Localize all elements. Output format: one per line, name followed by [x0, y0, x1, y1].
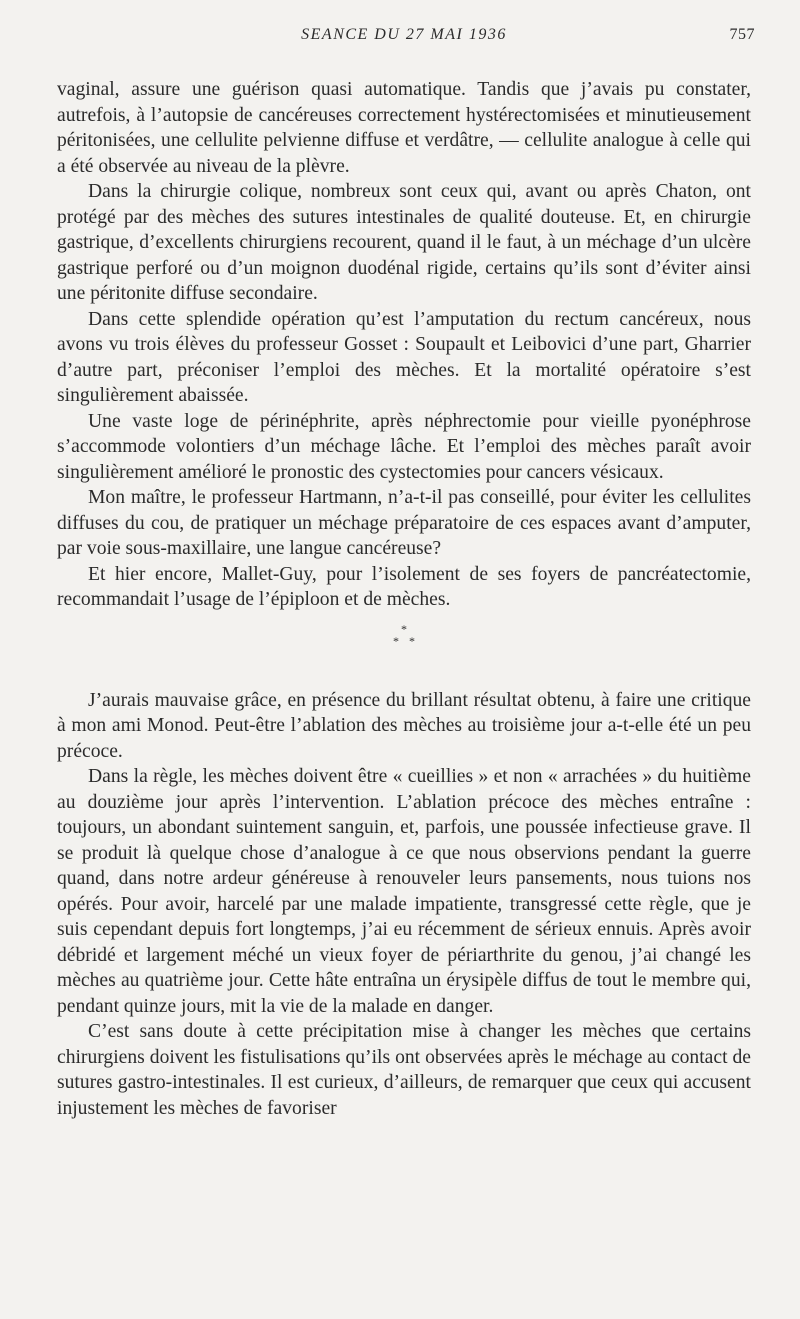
- section-separator: [57, 613, 751, 688]
- paragraph: Dans la chirurgie colique, nombreux sont ceux qui, avant ou après Chaton, ont protégé par des mèches des sutures intestinales de qualité douteuse. Et, en chirurgie gastrique, d’excellents chirurgiens recourent, quand il le faut, à un méchage d’un ulcère gastrique perforé ou d’un moignon duodénal rigide, certains qu’ils sont d’éviter ainsi une péritonite diffuse secondaire.: [57, 181, 751, 304]
- paragraph: Dans cette splendide opération qu’est l’amputation du rectum cancéreux, nous avons vu trois élèves du professeur Gosset : Soupault et Leibovici d’une part, Gharrier d’autre part, préconiser l’emploi des mèches. Et la mortalité opératoire s’est singulièrement abaissée.: [57, 308, 751, 406]
- paragraph: Une vaste loge de périnéphrite, après néphrectomie pour vieille pyonéphrose s’accommode volontiers d’un méchage lâche. Et l’emploi des mèches paraît avoir singulièrement amélioré le pronostic des cystectomies pour cancers vésicaux.: [57, 410, 751, 483]
- running-head: [57, 26, 755, 50]
- asterism-bottom: **: [393, 633, 425, 648]
- running-title: SEANCE DU 27 MAI 1936: [301, 26, 507, 43]
- paragraph: vaginal, assure une guérison quasi automatique. Tandis que j’avais pu constater, autrefois, à l’autopsie de cancéreuses correctement hystérectomisées et minutieusement péritonisées, une cellulite pelvienne diffuse et verdâtre, — cellulite analogue à celle qui a été observée au niveau de la plèvre.: [57, 79, 751, 177]
- paragraph: Dans la règle, les mèches doivent être « cueillies » et non « arrachées » du huitième au douzième jour après l’intervention. L’ablation précoce des mèches entraîne : toujours, un abondant suintement sanguin, et, parfois, une poussée infectieuse grave. Il se produit là quelque chose d’analogue à ce que nous observions pendant la guerre quand, dans notre ardeur généreuse à renouveler leurs pansements, nous tuions nos opérés. Pour avoir, harcelé par une malade impatiente, transgressé cette règle, que je suis cependant depuis fort longtemps, j’ai eu récemment de sérieux ennuis. Après avoir débridé et largement méché un vieux foyer de périarthrite du genou, j’ai changé les mèches au quatrième jour. Cette hâte entraîna un érysipèle diffus de tout le membre qui, pendant quinze jours, mit la vie de la malade en danger.: [57, 766, 751, 1017]
- paragraph: C’est sans doute à cette précipitation mise à changer les mèches que certains chirurgiens doivent les fistulisations qu’ils ont observées après le méchage au contact de sutures gastro-intestinales. Il est curieux, d’ailleurs, de remarquer que ceux qui accusent injustement les mèches de favoriser: [57, 1021, 751, 1119]
- body-text: [57, 77, 751, 1121]
- paragraph: Mon maître, le professeur Hartmann, n’a-t-il pas conseillé, pour éviter les cellulites diffuses du cou, de pratiquer un méchage préparatoire de ces espaces avant d’amputer, par voie sous-maxillaire, une langue cancéreuse?: [57, 487, 751, 559]
- document-page: [57, 26, 755, 1121]
- paragraph: J’aurais mauvaise grâce, en présence du brillant résultat obtenu, à faire une critique à mon ami Monod. Peut-être l’ablation des mèches au troisième jour a-t-elle été un peu précoce.: [57, 689, 751, 762]
- page-number: 757: [729, 26, 755, 43]
- paragraph: Et hier encore, Mallet-Guy, pour l’isolement de ses foyers de pancréatectomie, recommandait l’usage de l’épiploon et de mèches.: [57, 563, 751, 610]
- asterism-top: *: [401, 621, 407, 636]
